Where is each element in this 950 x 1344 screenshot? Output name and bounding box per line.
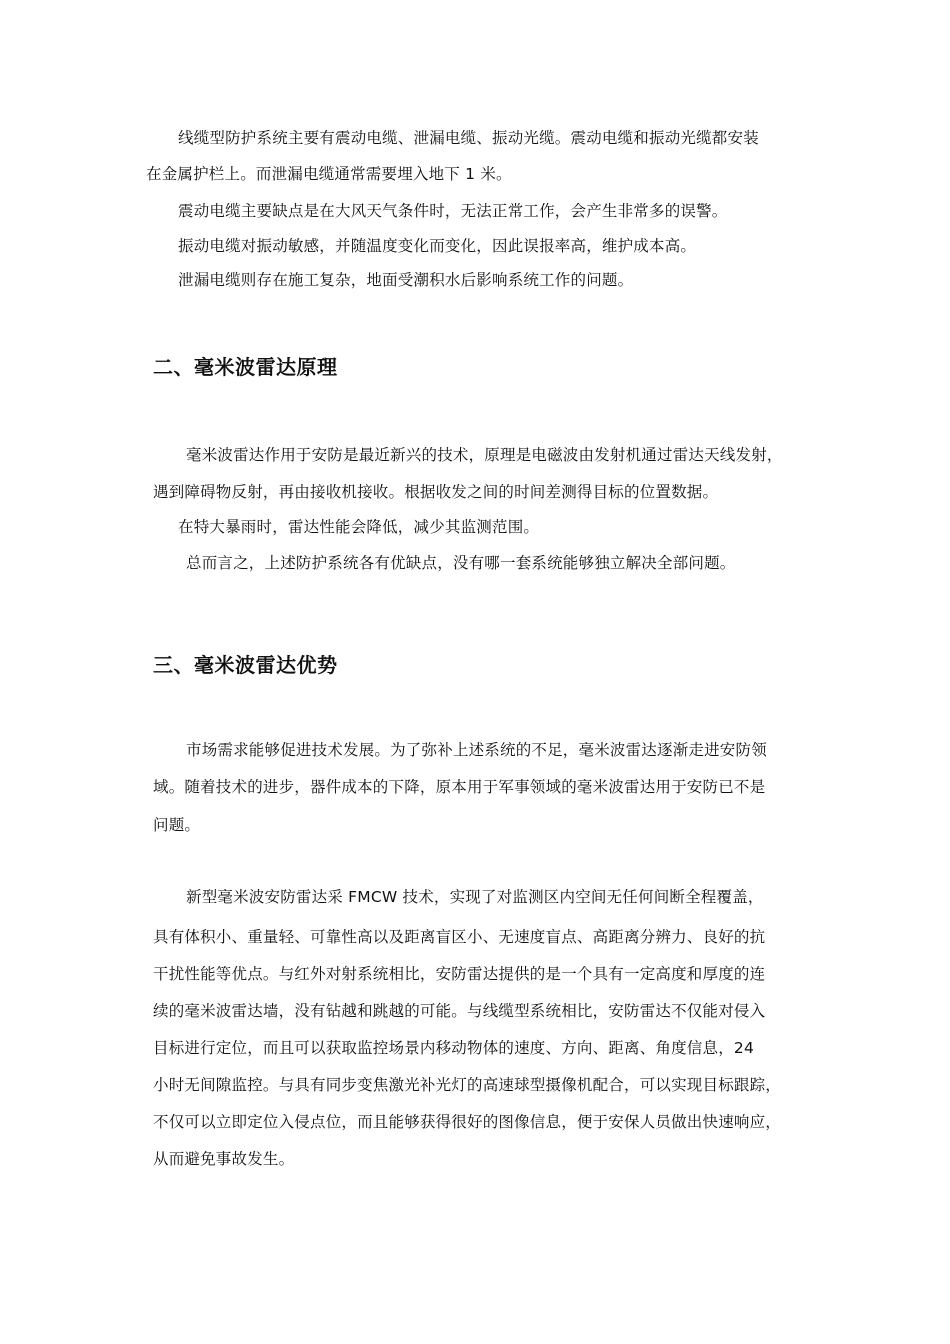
paragraph-line: 振动电缆对振动敏感，并随温度变化而变化，因此误报率高，维护成本高。 [178,237,697,255]
paragraph-line: 线缆型防护系统主要有震动电缆、泄漏电缆、振动光缆。震动电缆和振动光缆都安装 [178,129,759,147]
paragraph-line: 震动电缆主要缺点是在大风天气条件时，无法正常工作，会产生非常多的误警。 [178,202,728,220]
section-heading-principle: 二、毫米波雷达原理 [153,355,338,379]
paragraph-line: 问题。 [153,816,201,834]
paragraph-line: 总而言之，上述防护系统各有优缺点，没有哪一套系统能够独立解决全部问题。 [186,554,736,572]
paragraph-line: 具有体积小、重量轻、可靠性高以及距离盲区小、无速度盲点、高距离分辨力、良好的抗 [153,928,766,946]
paragraph-line: 续的毫米波雷达墙，没有钻越和跳越的可能。与线缆型系统相比，安防雷达不仅能对侵入 [153,1002,766,1020]
paragraph-line: 泄漏电缆则存在施工复杂，地面受潮积水后影响系统工作的问题。 [178,271,634,289]
paragraph-line: 域。随着技术的进步，器件成本的下降，原本用于军事领域的毫米波雷达用于安防已不是 [153,778,766,796]
section-heading-advantages: 三、毫米波雷达优势 [153,653,338,677]
paragraph-line: 市场需求能够促进技术发展。为了弥补上述系统的不足，毫米波雷达逐渐走进安防领 [186,741,767,759]
paragraph-line: 不仅可以立即定位入侵点位，而且能够获得很好的图像信息，便于安保人员做出快速响应， [153,1113,782,1131]
paragraph-line: 在金属护栏上。而泄漏电缆通常需要埋入地下 1 米。 [146,165,512,183]
paragraph-line: 从而避免事故发生。 [153,1150,295,1168]
paragraph-line: 干扰性能等优点。与红外对射系统相比，安防雷达提供的是一个具有一定高度和厚度的连 [153,965,766,983]
paragraph-line: 目标进行定位，而且可以获取监控场景内移动物体的速度、方向、距离、角度信息，24 [153,1039,755,1057]
paragraph-line: 小时无间隙监控。与具有同步变焦激光补光灯的高速球型摄像机配合，可以实现目标跟踪， [153,1076,782,1094]
paragraph-line: 新型毫米波安防雷达采 FMCW 技术，实现了对监测区内空间无任何间断全程覆盖， [186,888,764,906]
paragraph-line: 在特大暴雨时，雷达性能会降低，减少其监测范围。 [178,518,540,536]
paragraph-line: 遇到障碍物反射，再由接收机接收。根据收发之间的时间差测得目标的位置数据。 [153,483,719,501]
paragraph-line: 毫米波雷达作用于安防是最近新兴的技术，原理是电磁波由发射机通过雷达天线发射， [186,446,783,464]
